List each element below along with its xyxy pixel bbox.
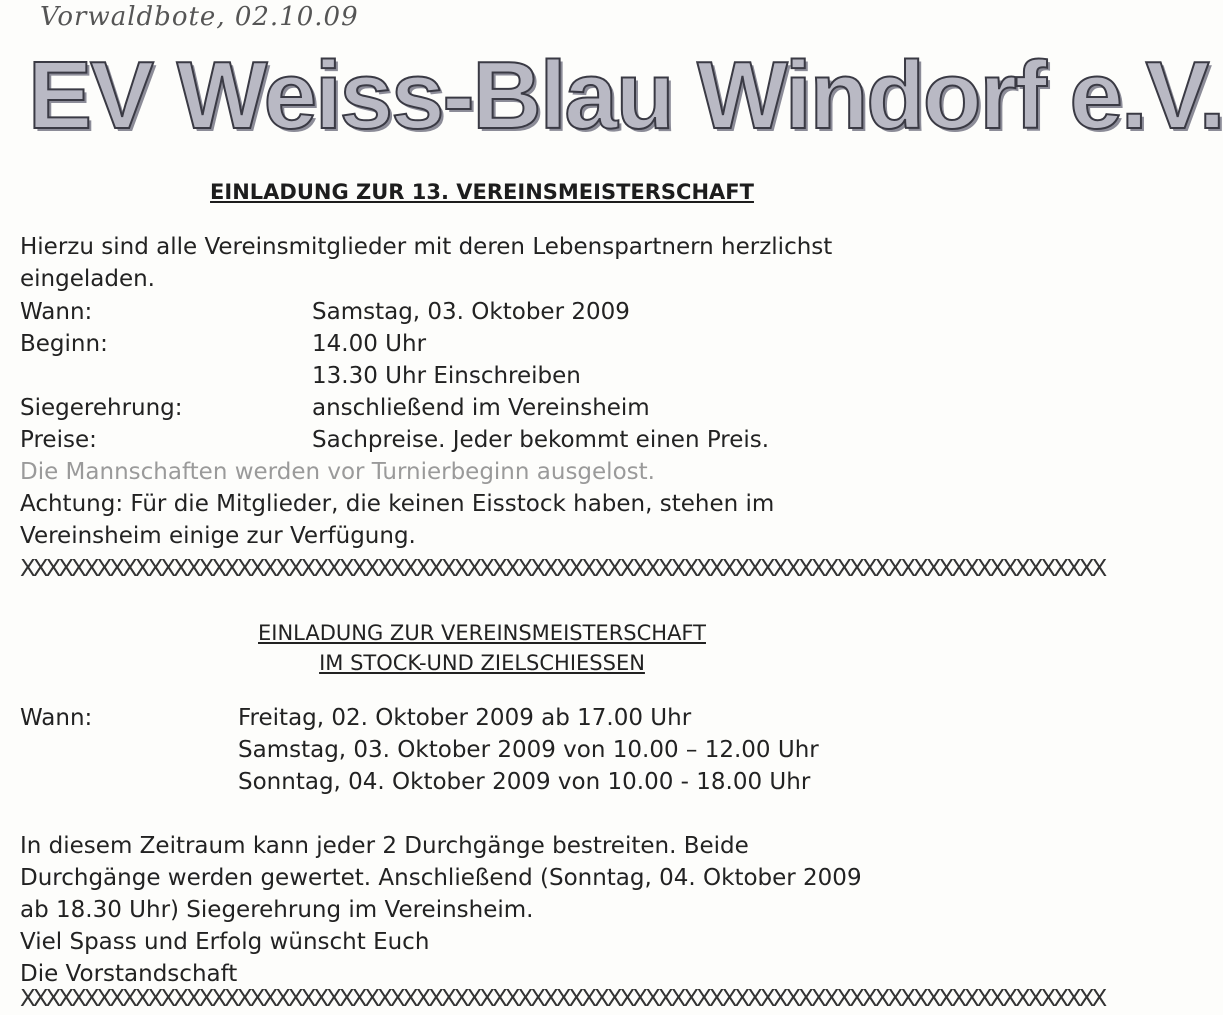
intro-line-2: eingeladen.	[20, 266, 155, 292]
detail-value: Samstag, 03. Oktober 2009	[312, 299, 630, 325]
club-name-banner: EV Weiss-Blau Windorf e.V.	[28, 42, 1223, 149]
section2-heading-2: IM STOCK-UND ZIELSCHIESSEN	[319, 651, 645, 675]
when-label: Wann:	[20, 705, 93, 731]
intro-line-1: Hierzu sind alle Vereinsmitglieder mit deren Lebenspartnern herzlichst	[20, 234, 833, 260]
detail-label: Wann:	[20, 299, 93, 325]
detail-row-prizes	[20, 425, 769, 456]
detail-value: anschließend im Vereinsheim	[312, 395, 650, 421]
schedule-line: Freitag, 02. Oktober 2009 ab 17.00 Uhr	[238, 705, 692, 731]
attention-line-1: Achtung: Für die Mitglieder, die keinen Eisstock haben, stehen im	[20, 491, 775, 517]
body-line: In diesem Zeitraum kann jeder 2 Durchgänge bestreiten. Beide	[20, 833, 749, 859]
detail-row-registration	[20, 361, 581, 392]
detail-value: Sachpreise. Jeder bekommt einen Preis.	[312, 427, 770, 453]
body-line: ab 18.30 Uhr) Siegerehrung im Vereinsheim.	[20, 897, 534, 923]
separator-line: XXXXXXXXXXXXXXXXXXXXXXXXXXXXXXXXXXXXXXXXXXXXXXXXXXXXXXXXXXXXXXXXXXXXXXXXXXXXXXXXXXXXX	[20, 556, 1105, 582]
attention-line-2: Vereinsheim einige zur Verfügung.	[20, 523, 416, 549]
detail-row-begin	[20, 329, 426, 360]
detail-value: 14.00 Uhr	[312, 331, 427, 357]
teams-drawn-note: Die Mannschaften werden vor Turnierbeginn ausgelost.	[20, 459, 655, 485]
section2-heading-1: EINLADUNG ZUR VEREINSMEISTERSCHAFT	[258, 621, 706, 645]
detail-label: Beginn:	[20, 331, 108, 357]
body-line: Durchgänge werden gewertet. Anschließend (Sonntag, 04. Oktober 2009	[20, 865, 862, 891]
body-line: Viel Spass und Erfolg wünscht Euch	[20, 929, 430, 955]
section1-heading: EINLADUNG ZUR 13. VEREINSMEISTERSCHAFT	[210, 180, 754, 204]
schedule-line: Samstag, 03. Oktober 2009 von 10.00 – 12.00 Uhr	[238, 737, 819, 763]
schedule-line: Sonntag, 04. Oktober 2009 von 10.00 - 18.00 Uhr	[238, 769, 811, 795]
separator-line-bottom: XXXXXXXXXXXXXXXXXXXXXXXXXXXXXXXXXXXXXXXXXXXXXXXXXXXXXXXXXXXXXXXXXXXXXXXXXXXXXXXXXXXXX	[20, 986, 1105, 1012]
detail-value: 13.30 Uhr Einschreiben	[312, 363, 581, 389]
detail-row-when	[20, 297, 630, 328]
detail-row-award	[20, 393, 650, 424]
detail-label: Preise:	[20, 427, 97, 453]
detail-label: Siegerehrung:	[20, 395, 183, 421]
handwritten-note: Vorwaldbote, 02.10.09	[40, 2, 359, 32]
signature-line: Die Vorstandschaft	[20, 961, 238, 987]
